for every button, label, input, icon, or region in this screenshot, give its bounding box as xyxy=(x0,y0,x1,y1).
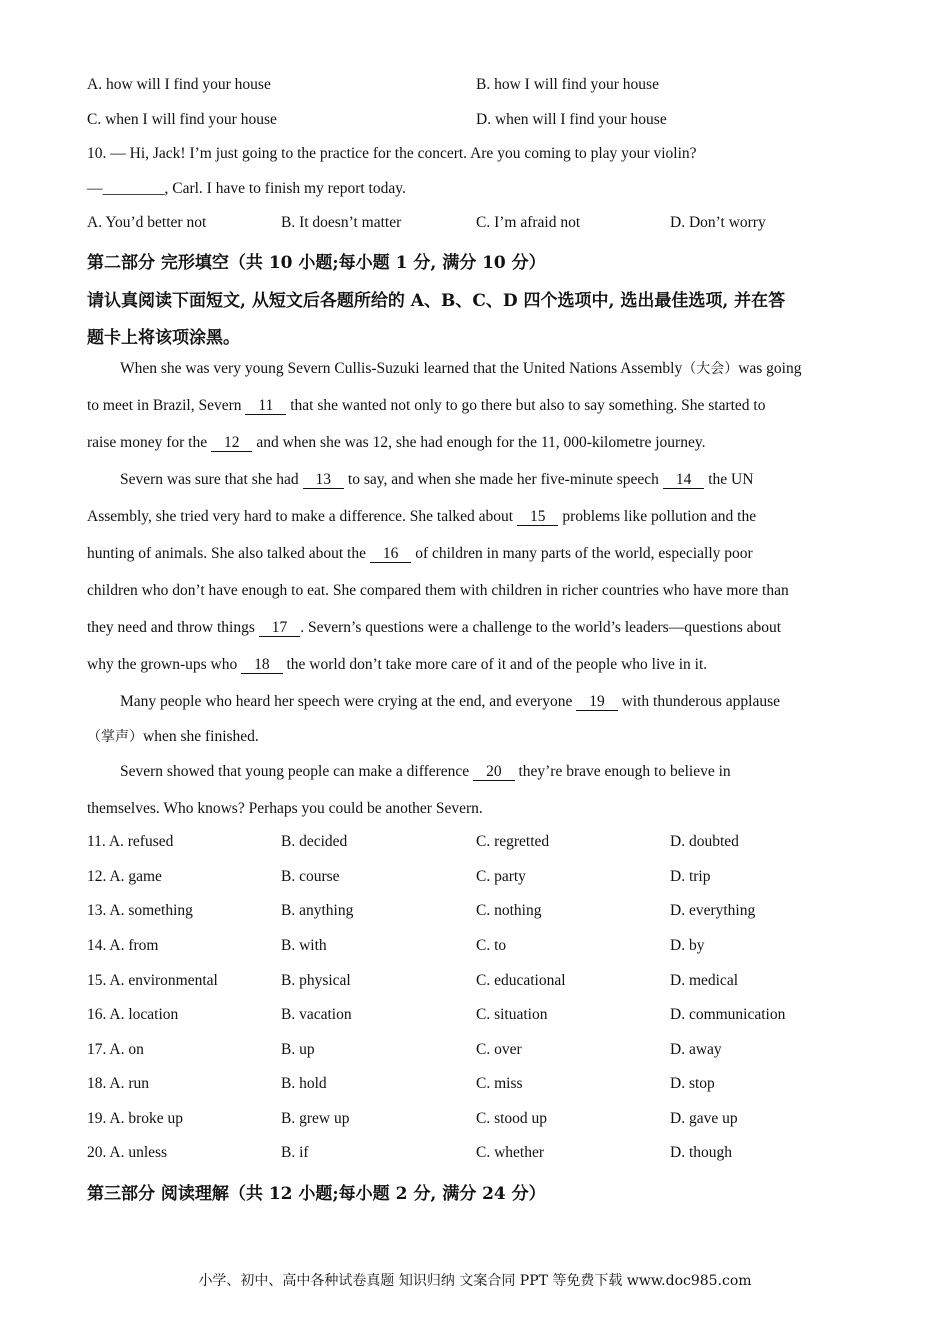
cloze-passage xyxy=(87,359,867,836)
passage-line: （掌声）when she finished. xyxy=(87,728,259,745)
q16-option-b: B. vacation xyxy=(281,1006,352,1023)
passage-line: to meet in Brazil, Severn 11 that she wanted not only to go there but also to say something. She started to xyxy=(87,397,766,414)
passage-line: themselves. Who knows? Perhaps you could be another Severn. xyxy=(87,800,483,817)
q13-option-d: D. everything xyxy=(670,902,756,919)
passage-line: they need and throw things 17 . Severn’s questions were a challenge to the world’s leaders—questions about xyxy=(87,619,782,636)
q10-option-a: A. You’d better not xyxy=(87,214,207,231)
q9-option-d: D. when will I find your house xyxy=(476,111,667,128)
q18-option-a: 18. A. run xyxy=(87,1075,149,1092)
q17-option-c: C. over xyxy=(476,1041,522,1058)
passage-line: why the grown-ups who 18 the world don’t take more care of it and of the people who live in it. xyxy=(87,656,708,673)
q11-option-c: C. regretted xyxy=(476,833,550,850)
passage-line: When she was very young Severn Cullis-Suzuki learned that the United Nations Assembly（大会）was going xyxy=(120,360,802,377)
q17-option-b: B. up xyxy=(281,1041,315,1058)
q19-option-b: B. grew up xyxy=(281,1110,350,1127)
q20-option-c: C. whether xyxy=(476,1144,545,1161)
q11-option-a: 11. A. refused xyxy=(87,833,174,850)
passage-line: Severn was sure that she had 13 to say, and when she made her five-minute speech 14 the UN xyxy=(120,471,754,488)
q13-option-a: 13. A. something xyxy=(87,902,193,919)
q14-option-c: C. to xyxy=(476,937,507,954)
q19-option-a: 19. A. broke up xyxy=(87,1110,184,1127)
q11-option-d: D. doubted xyxy=(670,833,739,850)
q10-option-d: D. Don’t worry xyxy=(670,214,766,231)
q17-option-d: D. away xyxy=(670,1041,722,1058)
q10-prompt: 10. — Hi, Jack! I’m just going to the practice for the concert. Are you coming to play your violin? xyxy=(87,145,697,162)
q14-option-b: B. with xyxy=(281,937,327,954)
blank-16: 16 xyxy=(370,545,412,563)
q12-option-b: B. course xyxy=(281,868,340,885)
q19-option-c: C. stood up xyxy=(476,1110,548,1127)
q14-option-a: 14. A. from xyxy=(87,937,159,954)
q9-option-a: A. how will I find your house xyxy=(87,76,271,93)
q16-option-d: D. communication xyxy=(670,1006,786,1023)
page-footer: 小学、初中、高中各种试卷真题 知识归纳 文案合同 PPT 等免费下载 www.doc985.com xyxy=(198,1273,752,1289)
q11-option-b: B. decided xyxy=(281,833,348,850)
blank-18: 18 xyxy=(241,656,283,674)
q18-option-d: D. stop xyxy=(670,1075,715,1092)
q18-option-b: B. hold xyxy=(281,1075,327,1092)
q16-option-a: 16. A. location xyxy=(87,1006,179,1023)
q14-option-d: D. by xyxy=(670,937,705,954)
q19-option-d: D. gave up xyxy=(670,1110,738,1127)
q10-reply: —________, Carl. I have to finish my report today. xyxy=(87,180,406,197)
part2-instruction-line2: 题卡上将该项涂黑。 xyxy=(87,328,240,348)
part3-heading: 第三部分 阅读理解（共 12 小题;每小题 2 分, 满分 24 分） xyxy=(87,1184,546,1204)
q13-option-b: B. anything xyxy=(281,902,354,919)
passage-line: hunting of animals. She also talked about the 16 of children in many parts of the world, especially poor xyxy=(87,545,753,562)
q15-option-b: B. physical xyxy=(281,972,351,989)
part2-instruction-line1: 请认真阅读下面短文, 从短文后各题所给的 A、B、C、D 四个选项中, 选出最佳选项, 并在答 xyxy=(87,291,786,311)
blank-11: 11 xyxy=(245,397,286,415)
blank-12: 12 xyxy=(211,434,253,452)
q12-option-c: C. party xyxy=(476,868,526,885)
passage-line: Severn showed that young people can make a difference 20 they’re brave enough to believe in xyxy=(120,763,731,780)
passage-line: Many people who heard her speech were crying at the end, and everyone 19 with thunderous applause xyxy=(120,693,780,710)
passage-line: raise money for the 12 and when she was 12, she had enough for the 11, 000-kilometre journey. xyxy=(87,434,706,451)
q10-option-b: B. It doesn’t matter xyxy=(281,214,402,231)
blank-20: 20 xyxy=(473,763,515,781)
q17-option-a: 17. A. on xyxy=(87,1041,144,1058)
q16-option-c: C. situation xyxy=(476,1006,548,1023)
q9-option-b: B. how I will find your house xyxy=(476,76,659,93)
q12-option-d: D. trip xyxy=(670,868,711,885)
blank-14: 14 xyxy=(663,471,705,489)
passage-line: Assembly, she tried very hard to make a difference. She talked about 15 problems like pollution and the xyxy=(87,508,757,525)
q18-option-c: C. miss xyxy=(476,1075,523,1092)
blank-15: 15 xyxy=(517,508,559,526)
q12-option-a: 12. A. game xyxy=(87,868,162,885)
q20-option-a: 20. A. unless xyxy=(87,1144,168,1161)
q20-option-b: B. if xyxy=(281,1144,309,1161)
part2-heading: 第二部分 完形填空（共 10 小题;每小题 1 分, 满分 10 分） xyxy=(87,253,546,273)
q9-option-c: C. when I will find your house xyxy=(87,111,277,128)
q20-option-d: D. though xyxy=(670,1144,732,1161)
q15-option-d: D. medical xyxy=(670,972,739,989)
q15-option-a: 15. A. environmental xyxy=(87,972,218,989)
blank-17: 17 xyxy=(259,619,301,637)
q10-option-c: C. I’m afraid not xyxy=(476,214,581,231)
q15-option-c: C. educational xyxy=(476,972,566,989)
passage-line: children who don’t have enough to eat. She compared them with children in richer countries who have more than xyxy=(87,582,789,599)
blank-13: 13 xyxy=(303,471,345,489)
blank-19: 19 xyxy=(576,693,618,711)
q13-option-c: C. nothing xyxy=(476,902,542,919)
